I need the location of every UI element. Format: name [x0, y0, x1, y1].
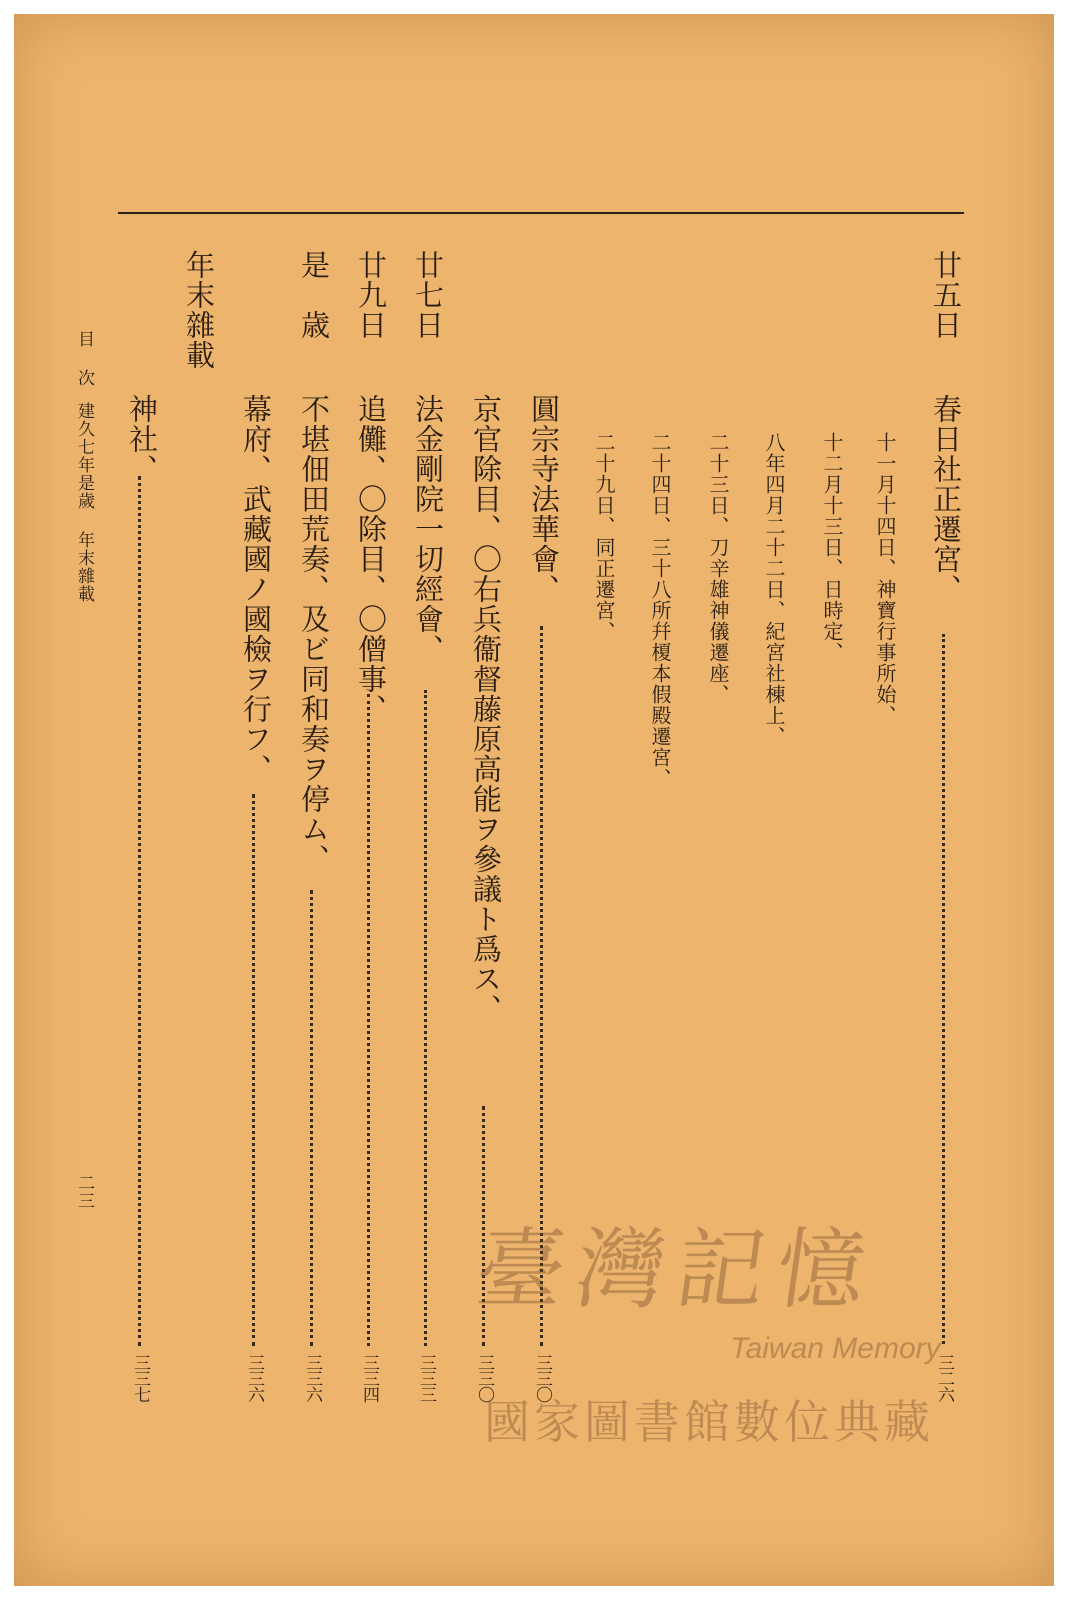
entry-title: 春日社正遷宮、: [929, 394, 963, 604]
sub-entry: 二十三日、刀辛雄神儀遷座、: [706, 432, 730, 705]
entry-date: 廿七日: [411, 250, 445, 340]
leader-dots: [138, 476, 141, 1346]
watermark-title: 臺灣記憶: [469, 1218, 885, 1321]
leader-dots: [942, 634, 945, 1344]
sub-entry: 二十九日、同正遷宮、: [592, 432, 616, 642]
page-number: 三三六: [302, 1354, 322, 1402]
page-number: 三三六: [244, 1354, 264, 1402]
page-number: 三三〇: [474, 1354, 494, 1402]
page-number: 三三三: [416, 1354, 436, 1402]
folio: 二三: [74, 1174, 94, 1210]
entry-title: 法金剛院一切經會、: [411, 394, 445, 664]
entry-date: 是 歳: [297, 250, 331, 340]
sub-entry: 十二月十三日、日時定、: [820, 432, 844, 663]
watermark-org: 國家圖書館數位典藏: [484, 1395, 934, 1449]
entry-title: 圓宗寺法華會、: [527, 394, 561, 604]
top-rule: [118, 212, 964, 214]
entry-date: 年末雜載: [182, 250, 216, 370]
sub-entry: 八年四月二十二日、紀宮社棟上、: [762, 432, 786, 747]
entry-date: 廿五日: [929, 250, 963, 340]
leader-dots: [424, 690, 427, 1346]
page-number: 三三〇: [532, 1354, 552, 1402]
entry-title: 不堪佃田荒奏、及ビ同和奏ヲ停ム、: [297, 394, 331, 874]
running-head-left: 目 次: [74, 330, 94, 387]
page-number: 三二六: [934, 1354, 954, 1402]
leader-dots: [252, 794, 255, 1346]
leader-dots: [367, 694, 370, 1346]
running-head-right: 建久七年是歲 年末雜載: [74, 402, 94, 603]
entry-title: 幕府、武藏國ノ國檢ヲ行フ、: [239, 394, 273, 784]
entry-title: 神社、: [125, 394, 159, 484]
page-number: 三三四: [359, 1354, 379, 1402]
entry-date: 廿九日: [354, 250, 388, 340]
leader-dots: [310, 890, 313, 1346]
book-page: [14, 14, 1054, 1586]
page-number: 三三七: [130, 1354, 150, 1402]
sub-entry: 十一月十四日、神寶行事所始、: [873, 432, 897, 726]
entry-title: 追儺、〇除目、〇僧事、: [354, 394, 388, 724]
entry-title: 京官除目、〇右兵衞督藤原高能ヲ參議ト爲ス、: [469, 394, 503, 1024]
watermark-subtitle: Taiwan Memory: [730, 1332, 941, 1365]
sub-entry: 二十四日、三十八所幷榎本假殿遷宮、: [648, 432, 672, 789]
